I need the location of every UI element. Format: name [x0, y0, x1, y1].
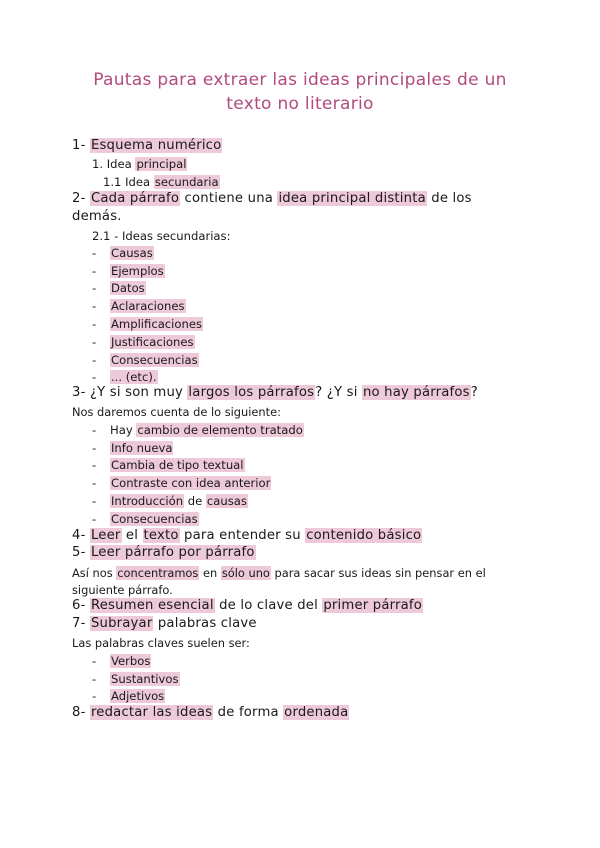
dash: - — [92, 246, 97, 260]
section-5-paragraph-line-2: siguiente párrafo. — [72, 583, 173, 597]
highlight: texto — [143, 528, 179, 543]
dash: - — [92, 423, 97, 437]
highlight: Cambia de tipo textual — [111, 458, 244, 472]
text: en — [199, 566, 221, 580]
dash: - — [92, 264, 97, 278]
highlight: Adjetivos — [111, 689, 165, 703]
highlight: Verbos — [111, 654, 151, 668]
highlight: Cada párrafo — [90, 191, 180, 206]
section-7-intro: Las palabras claves suelen ser: — [72, 636, 250, 650]
list-item — [92, 423, 304, 437]
list-item — [92, 689, 165, 703]
dash: - — [92, 672, 97, 686]
list-item — [92, 512, 199, 526]
text: contiene una — [180, 191, 278, 206]
dash: - — [92, 458, 97, 472]
section-8-number: 8- — [72, 705, 90, 720]
highlight: Leer párrafo por párrafo — [90, 545, 255, 560]
text: ¿Y si son muy — [89, 385, 188, 400]
list-item — [92, 441, 173, 455]
highlight: Causas — [111, 246, 153, 260]
section-3-number: 3- — [72, 385, 90, 400]
section-4-heading — [72, 528, 422, 543]
list-item — [92, 246, 154, 260]
highlight: contenido básico — [306, 528, 422, 543]
highlight: Justificaciones — [111, 335, 194, 349]
highlight: Info nueva — [111, 441, 173, 455]
list-item — [92, 476, 271, 490]
section-6-heading — [72, 598, 423, 613]
section-1-sub-2 — [103, 175, 220, 189]
highlight: causas — [206, 494, 247, 508]
section-4-number: 4- — [72, 528, 90, 543]
highlight: idea principal distinta — [278, 191, 426, 206]
section-5-number: 5- — [72, 545, 90, 560]
highlight: principal — [136, 157, 187, 171]
highlight: Subrayar — [90, 616, 153, 631]
document-title — [40, 68, 560, 116]
list-item — [92, 264, 165, 278]
text: de los — [426, 191, 472, 206]
highlight: secundaria — [154, 175, 219, 189]
dash: - — [92, 370, 97, 384]
text: de forma — [213, 705, 284, 720]
text: palabras clave — [153, 616, 257, 631]
highlight: redactar las ideas — [90, 705, 213, 720]
highlight: Consecuencias — [111, 512, 198, 526]
highlight: Amplificaciones — [111, 317, 203, 331]
dash: - — [92, 494, 97, 508]
list-item — [92, 353, 199, 367]
title-line-2: texto no literario — [226, 94, 374, 114]
list-item — [92, 335, 195, 349]
section-7-number: 7- — [72, 616, 90, 631]
text: ? — [470, 385, 478, 400]
dash: - — [92, 299, 97, 313]
highlight: Esquema numérico — [90, 138, 222, 153]
section-7-heading — [72, 616, 257, 631]
highlight: largos los párrafos — [188, 385, 315, 400]
list-item — [92, 317, 203, 331]
dash: - — [92, 476, 97, 490]
section-1-number: 1- — [72, 138, 90, 153]
list-item — [92, 654, 151, 668]
list-item — [92, 281, 146, 295]
highlight: ... (etc). — [111, 370, 157, 384]
text: de — [184, 494, 206, 508]
section-2-heading-cont: demás. — [72, 209, 122, 224]
dash: - — [92, 654, 97, 668]
highlight: sólo uno — [221, 566, 270, 580]
text: el — [121, 528, 143, 543]
section-3-intro: Nos daremos cuenta de lo siguiente: — [72, 405, 281, 419]
highlight: ordenada — [284, 705, 349, 720]
highlight: Ejemplos — [111, 264, 164, 278]
dash: - — [92, 317, 97, 331]
list-item — [92, 672, 180, 686]
text: ? ¿Y si — [315, 385, 362, 400]
highlight: Datos — [111, 281, 145, 295]
dash: - — [92, 441, 97, 455]
highlight: concentramos — [117, 566, 199, 580]
text: Hay — [110, 423, 137, 437]
highlight: Introducción — [111, 494, 184, 508]
section-3-heading — [72, 385, 478, 400]
section-8-heading — [72, 705, 349, 720]
dash: - — [92, 335, 97, 349]
list-item — [92, 370, 158, 384]
section-2-sub: 2.1 - Ideas secundarias: — [92, 229, 231, 243]
section-2-heading — [72, 191, 472, 206]
highlight: no hay párrafos — [362, 385, 470, 400]
highlight: Consecuencias — [111, 353, 198, 367]
highlight: Contraste con idea anterior — [111, 476, 271, 490]
text: Así nos — [72, 566, 117, 580]
section-1-sub-1 — [92, 157, 187, 171]
text: para entender su — [179, 528, 306, 543]
dash: - — [92, 689, 97, 703]
highlight: Sustantivos — [111, 672, 179, 686]
highlight: Resumen esencial — [90, 598, 214, 613]
dash: - — [92, 512, 97, 526]
text: para sacar sus ideas sin pensar en el — [270, 566, 486, 580]
dash: - — [92, 281, 97, 295]
text: 1.1 Idea — [103, 175, 151, 189]
section-5-paragraph-line-1 — [72, 566, 486, 580]
text: de lo clave del — [214, 598, 323, 613]
section-1-heading — [72, 138, 222, 153]
section-2-number: 2- — [72, 191, 90, 206]
highlight: Aclaraciones — [111, 299, 185, 313]
section-6-number: 6- — [72, 598, 90, 613]
text: 1. Idea — [92, 157, 132, 171]
highlight: Leer — [90, 528, 121, 543]
dash: - — [92, 353, 97, 367]
highlight: primer párrafo — [323, 598, 423, 613]
title-line-1: Pautas para extraer las ideas principales de un — [93, 70, 507, 90]
highlight: cambio de elemento tratado — [137, 423, 303, 437]
list-item — [92, 458, 245, 472]
list-item — [92, 299, 186, 313]
list-item — [92, 494, 248, 508]
section-5-heading — [72, 545, 256, 560]
